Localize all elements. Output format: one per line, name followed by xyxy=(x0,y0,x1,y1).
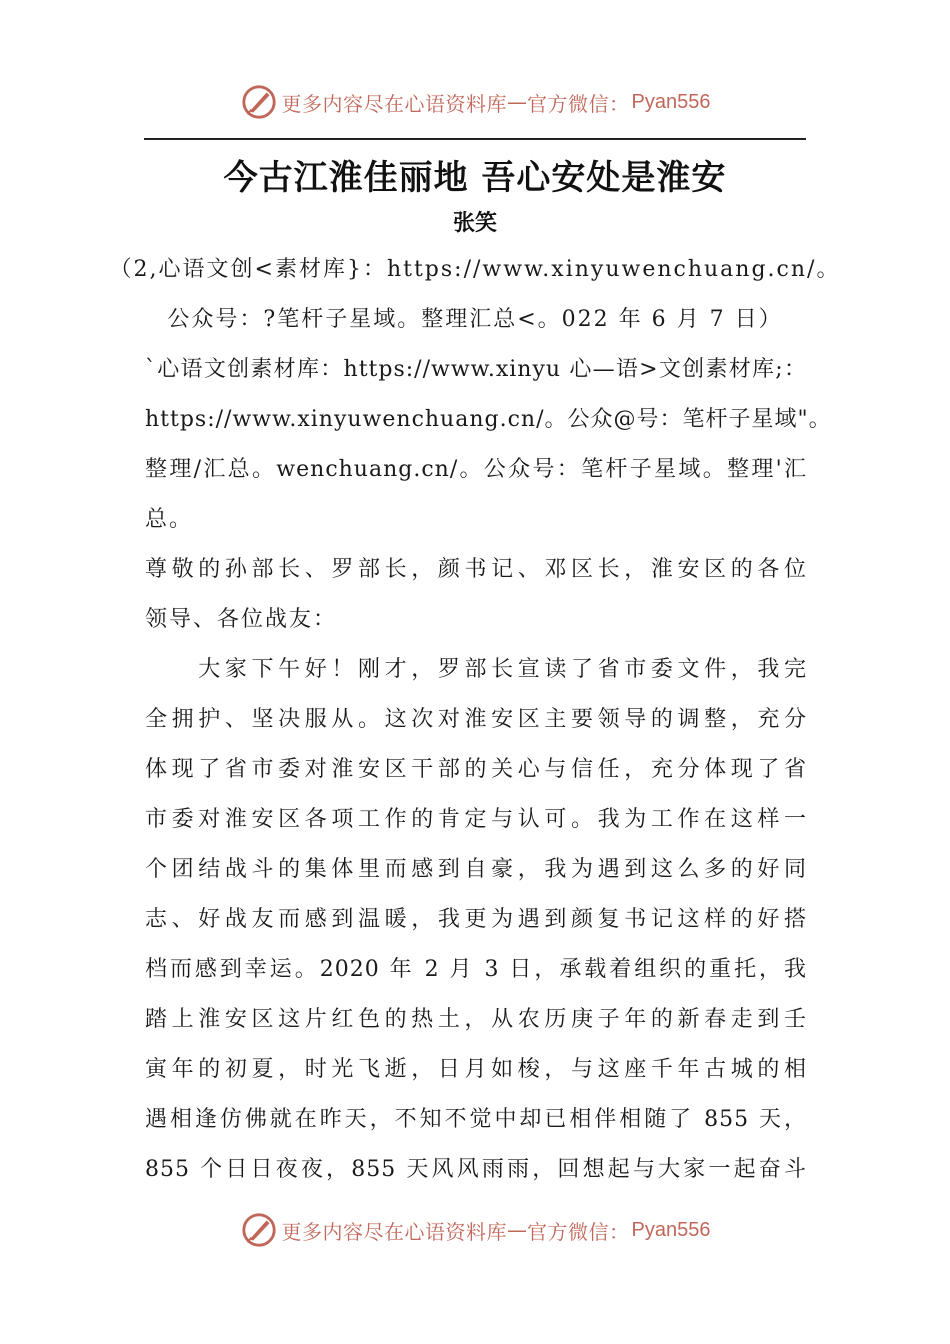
body-line: 寅年的初夏，时光飞逝，日月如梭，与这座千年古城的相 xyxy=(145,1057,807,1082)
body-line: 踏上淮安区这片红色的热土，从农历庚子年的新春走到壬 xyxy=(145,1007,807,1032)
body-line: 总。 xyxy=(145,507,194,532)
footer-banner xyxy=(0,1210,950,1250)
document-title: 今古江淮佳丽地 吾心安处是淮安 xyxy=(223,158,727,198)
banner-slogan: 更多内容尽在心语资料库 xyxy=(281,1219,508,1244)
quill-logo-icon xyxy=(240,83,278,121)
banner-wechat-label: 官方微信： xyxy=(527,1219,630,1244)
header-banner xyxy=(0,82,950,122)
body-line: 领导、各位战友： xyxy=(145,607,338,632)
body-line: 体现了省市委对淮安区干部的关心与信任，充分体现了省 xyxy=(145,757,807,782)
banner-slogan: 更多内容尽在心语资料库 xyxy=(281,91,508,116)
body-line: 整理/汇总。wenchuang.cn/。公众号：笔杆子星域。整理'汇 xyxy=(145,457,807,482)
quill-logo-icon xyxy=(240,1211,278,1249)
body-line: `心语文创素材库：https://www.xinyu 心—语>文创素材库;： xyxy=(145,357,807,382)
body-line: https://www.xinyuwenchuang.cn/。公众@号：笔杆子星域"。 xyxy=(145,407,832,432)
body-line: 855 个日日夜夜，855 天风风雨雨，回想起与大家一起奋斗 xyxy=(145,1157,807,1182)
body-line: 公众号：?笔杆子星域。整理汇总<。022 年 6 月 7 日） xyxy=(167,307,783,332)
body-line: 个团结战斗的集体里而感到自豪，我为遇到这么多的好同 xyxy=(145,857,807,882)
body-line: 档而感到幸运。2020 年 2 月 3 日，承载着组织的重托，我 xyxy=(145,957,807,982)
banner-account: Pyan556 xyxy=(631,1218,711,1241)
banner-separator: — xyxy=(507,1218,528,1242)
body-line: 大家下午好！刚才，罗部长宣读了省市委文件，我完 xyxy=(145,657,807,682)
body-line: 尊敬的孙部长、罗部长，颜书记、邓区长，淮安区的各位 xyxy=(145,557,807,582)
banner-account: Pyan556 xyxy=(631,90,711,113)
document-author: 张笑 xyxy=(452,211,497,236)
body-line: 遇相逢仿佛就在昨天，不知不觉中却已相伴相随了 855 天， xyxy=(145,1107,807,1132)
body-line: 市委对淮安区各项工作的肯定与认可。我为工作在这样一 xyxy=(145,807,807,832)
body-line: （2,心语文创<素材库}：https://www.xinyuwenchuang.cn/。 xyxy=(109,257,841,282)
banner-separator: — xyxy=(507,90,528,114)
banner-wechat-label: 官方微信： xyxy=(527,91,630,116)
body-line: 全拥护、坚决服从。这次对淮安区主要领导的调整，充分 xyxy=(145,707,807,732)
header-rule xyxy=(144,138,806,140)
body-line: 志、好战友而感到温暖，我更为遇到颜复书记这样的好搭 xyxy=(145,907,807,932)
